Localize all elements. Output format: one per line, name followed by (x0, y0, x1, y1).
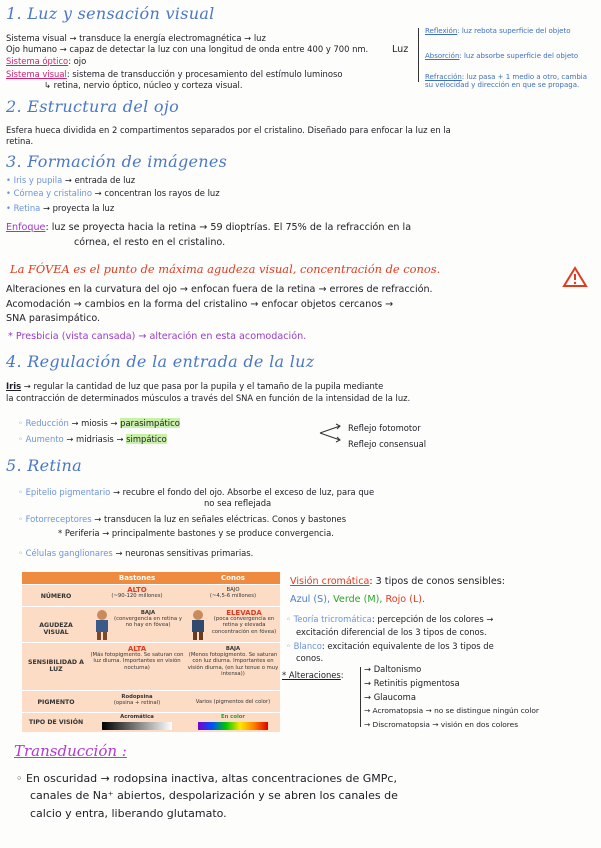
child-figure-icon (188, 609, 208, 645)
tricromatica-line-2: excitación diferencial de los 3 tipos de conos. (296, 627, 487, 637)
s1-visual-key: Sistema visual (6, 69, 67, 79)
s1-line-4 (6, 69, 342, 80)
table-cell: BAJA (convergencia en retina y no hay en fóvea) (114, 610, 182, 629)
alteracion-item: → Acromatopsia → no se distingue ningún color (364, 706, 539, 715)
reflexion-key: Reflexión (425, 27, 458, 35)
epitelio-line-2: no sea reflejada (204, 498, 272, 508)
alteracion-item: → Retinitis pigmentosa (364, 678, 460, 688)
enfoque-line-1: : luz se proyecta hacia la retina → 59 dioptrías. El 75% de la refracción en la (45, 222, 412, 233)
s3-alt-line-3: SNA parasimpático. (6, 313, 101, 324)
s4-aumento (18, 434, 167, 445)
transduccion-line-2: canales de Na⁺ abiertos, despolarización y se abren los canales de (30, 789, 398, 802)
s1-side-2 (425, 52, 578, 60)
table-row (22, 584, 280, 607)
grayscale-bar (102, 722, 172, 730)
table-row-label: AGUDEZA VISUAL (39, 622, 73, 636)
s4-iris-line-2: la contracción de determinados músculos a través del SNA en función de la intensidad de la luz. (6, 393, 411, 403)
table-cell: ALTO (~90-120 millones) (111, 586, 163, 600)
cone-colors (290, 594, 425, 606)
ganglionares-val: → neuronas sensitivas primarias. (115, 548, 254, 558)
child-figure-icon (92, 609, 112, 645)
table-row (22, 642, 280, 691)
reflexion-val: : luz rebota superficie del objeto (457, 27, 571, 35)
alteraciones-label: * Alteraciones (282, 670, 341, 680)
tricromatica-key: ◦ Teoría tricromática (286, 614, 372, 624)
fotorreceptores-line-1: → transducen la luz en señales eléctricas. Conos y bastones (94, 514, 347, 524)
table-row (22, 712, 280, 733)
iris-line-1: → regular la cantidad de luz que pasa por la pupila y el tamaño de la pupila mediante (23, 381, 384, 391)
table-cell: Acromática (120, 714, 154, 720)
color-spectrum-bar (198, 722, 268, 730)
alteracion-item: → Glaucoma (364, 692, 416, 702)
enfoque-key: Enfoque (6, 222, 46, 233)
transduccion-line-3: calcio y entra, liberando glutamato. (30, 807, 227, 820)
fovea-note: La FÓVEA es el punto de máxima agudeza visual, concentración de conos. (10, 262, 441, 276)
s1-side-3 (425, 73, 595, 89)
vision-key: Visión cromática (290, 576, 370, 587)
s3-b3-val: → proyecta la luz (42, 203, 115, 213)
s4-iris-line-1 (6, 381, 383, 392)
s1-line-2: Ojo humano → capaz de detectar la luz con una longitud de onda entre 400 y 700 nm. (6, 44, 369, 54)
warning-icon (562, 266, 588, 292)
ganglionares-key: ◦ Células ganglionares (18, 548, 113, 558)
blanco (286, 641, 494, 652)
teoria-tricromatica (286, 614, 493, 625)
blanco-line-2: conos. (296, 653, 324, 663)
reduccion-val: parasimpático (120, 418, 180, 428)
table-cell: En color (220, 714, 246, 720)
table-row (22, 690, 280, 713)
table-cell: Rodopsina (opsina + retinal) (113, 694, 161, 707)
s3-alt-line-2: Acomodación → cambios en la forma del cristalino → enfocar objetos cercanos → (6, 299, 394, 310)
s3-bullet-1 (6, 175, 135, 186)
reduccion-arrow: → miosis → (71, 418, 118, 428)
s3-bullet-3 (6, 203, 114, 214)
absorcion-key: Absorción (425, 52, 460, 60)
section-2-title: 2. Estructura del ojo (6, 97, 180, 116)
refraccion-key: Refracción (425, 73, 462, 81)
presbicia-line (8, 331, 306, 343)
iris-key: Iris (6, 381, 22, 391)
section-3-title: 3. Formación de imágenes (6, 152, 228, 171)
presbicia-text: * Presbicia (vista cansada) → alteración en esta acomodación. (8, 331, 307, 342)
aumento-key: ◦ Aumento (18, 434, 64, 444)
s1-optico-val: : ojo (68, 56, 87, 66)
aumento-arrow: → midriasis → (66, 434, 124, 444)
alteraciones-bracket (360, 667, 361, 727)
reflex-arrows-icon (318, 422, 344, 448)
transduccion-title: Transducción : (14, 742, 127, 760)
s3-alt-line-1: Alteraciones en la curvatura del ojo → enfocan fuera de la retina → errores de refracción. (6, 284, 433, 295)
s1-line-1: Sistema visual → transduce la energía electromagnética → luz (6, 33, 266, 43)
tricromatica-line-1: : percepción de los colores → (371, 614, 494, 624)
s3-b1-key: • Iris y pupila (6, 175, 63, 185)
s1-side-bracket (418, 28, 419, 82)
enfoque-line-2: córnea, el resto en el cristalino. (74, 237, 226, 248)
s3-b2-key: • Córnea y cristalino (6, 188, 92, 198)
epitelio-key: ◦ Epitelio pigmentario (18, 487, 111, 497)
blanco-line-1: : excitación equivalente de los 3 tipos de (321, 641, 494, 651)
alteraciones-key: * Alteraciones: (282, 670, 344, 680)
fotorreceptores-key: ◦ Fotorreceptores (18, 514, 92, 524)
table-row-label: NÚMERO (40, 593, 72, 600)
section-5-title: 5. Retina (6, 456, 82, 475)
table-cell: BAJO (~4,5-6 millones) (209, 587, 257, 600)
table-cell: Varios (pigmentos del color) (195, 699, 271, 705)
s5-ganglionares (18, 548, 253, 559)
vision-cromatica (290, 576, 505, 588)
s1-optico-key: Sistema óptico (6, 56, 69, 66)
alteracion-item: → Discromatopsia → visión en dos colores (364, 720, 519, 729)
s1-line-5: ↳ retina, nervio óptico, núcleo y corteza visual. (44, 80, 243, 90)
vision-val: : 3 tipos de conos sensibles: (369, 576, 505, 587)
bastones-conos-table (22, 572, 280, 732)
s3-enfoque (6, 222, 411, 234)
epitelio-line-1: → recubre el fondo del ojo. Absorbe el exceso de luz, para que (112, 487, 375, 497)
reduccion-key: ◦ Reducción (18, 418, 69, 428)
cone-rojo: Rojo (L). (385, 594, 426, 605)
s1-side-1 (425, 27, 571, 35)
alteracion-item: → Daltonismo (364, 664, 422, 674)
transduccion-line-1: ◦ En oscuridad → rodopsina inactiva, altas concentraciones de GMPc, (16, 772, 397, 785)
s2-line-2: retina. (6, 136, 34, 146)
aumento-val: simpático (126, 434, 167, 444)
table-cell: ALTA (Más fotopigmento. Se saturan con luz diurna. Importantes en visión nocturna) (90, 645, 184, 671)
fotorreceptores-line-2: * Periferia → principalmente bastones y se produce convergencia. (58, 528, 334, 538)
table-col-conos: Conos (221, 574, 245, 582)
table-row-label: SENSIBILIDAD A LUZ (28, 659, 84, 673)
s3-b1-val: → entrada de luz (64, 175, 136, 185)
s1-visual-val: : sistema de transducción y procesamiento del estímulo luminoso (66, 69, 343, 79)
absorcion-val: : luz absorbe superficie del objeto (459, 52, 579, 60)
table-row-label: PIGMENTO (37, 699, 75, 706)
table-cell: ELEVADA (poca convergencia en retina y elevada concentración en fóvea) (211, 609, 277, 635)
table-row (22, 606, 280, 643)
refraccion-val: : luz pasa + 1 medio a otro, cambia su velocidad y dirección en que se propaga. (425, 73, 588, 89)
reflejo-consensual: Reflejo consensual (348, 439, 427, 449)
reflejo-fotomotor: Reflejo fotomotor (348, 423, 421, 433)
section-4-title: 4. Regulación de la entrada de la luz (6, 352, 315, 371)
section-1-title: 1. Luz y sensación visual (6, 4, 215, 23)
s4-reduccion (18, 418, 180, 429)
cone-azul: Azul (S), (290, 594, 331, 605)
s3-bullet-2 (6, 188, 220, 199)
s5-epitelio (18, 487, 374, 498)
s3-b3-key: • Retina (6, 203, 41, 213)
table-cell: BAJA (Menos fotopigmento. Se saturan con luz diurna. Importantes en visión diurna, (en luz tenue o muy intensa)) (187, 646, 279, 677)
s3-b2-val: → concentran los rayos de luz (94, 188, 220, 198)
table-row-label: TIPO DE VISIÓN (28, 719, 84, 726)
s2-line-1: Esfera hueca dividida en 2 compartimentos separados por el cristalino. Diseñado para enfocar la luz en la (6, 125, 451, 135)
s5-fotorreceptores (18, 514, 346, 525)
cone-verde: Verde (M), (333, 594, 383, 605)
s1-line-3 (6, 56, 86, 67)
table-col-bastones: Bastones (118, 574, 156, 582)
s1-luz-label: Luz (392, 44, 409, 55)
blanco-key: ◦ Blanco (286, 641, 322, 651)
